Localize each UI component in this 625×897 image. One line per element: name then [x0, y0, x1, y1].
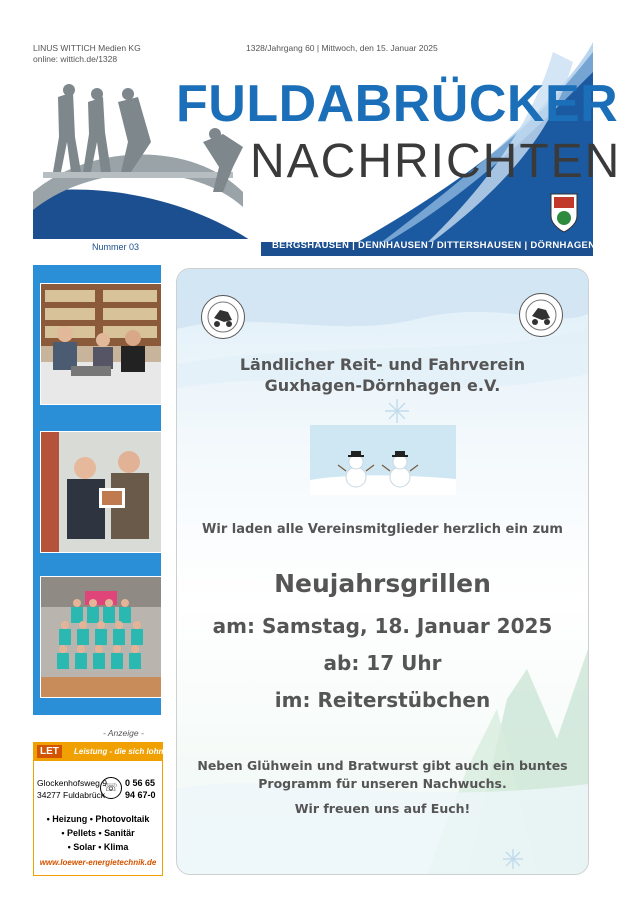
photo-volleyball-team [40, 576, 162, 698]
issue-info: 1328/Jahrgang 60 | Mittwoch, den 15. Januar 2025 [246, 43, 438, 53]
ad-label: - Anzeige - [103, 728, 144, 738]
event-time: ab: 17 Uhr [323, 651, 442, 675]
ad-street: Glockenhofsweg 9 [37, 778, 107, 788]
masthead-title-line1: FULDABRÜCKER [176, 75, 619, 133]
club-logo-left [201, 295, 245, 339]
masthead-title-line2: NACHRICHTEN [250, 135, 622, 188]
ad-website-link[interactable]: www.loewer-energietechnik.de [39, 858, 157, 867]
ad-logo: LET [37, 745, 62, 758]
issue-number-bar [33, 239, 261, 256]
ad-address [37, 777, 107, 801]
photo-book-handover [40, 431, 162, 553]
publisher-name: LINUS WITTICH Medien KG [33, 43, 141, 53]
ad-service-1: • Heizung • Photovoltaik [46, 814, 150, 824]
ad-service-2: • Pellets • Sanitär [61, 828, 135, 838]
phone-icon: ☏ [100, 777, 122, 799]
ad-city: 34277 Fuldabrück [37, 790, 106, 800]
district-list: BERGSHAUSEN | DENNHAUSEN / DITTERSHAUSEN | DÖRNHAGEN [272, 240, 596, 251]
note-line1: Neben Glühwein und Bratwurst gibt auch ein buntes [197, 758, 568, 773]
photo-library-group [40, 283, 162, 405]
ad-phone-line2: 94 67-0 [125, 790, 156, 800]
closing-line: Wir freuen uns auf Euch! [294, 801, 471, 816]
ad-service-3: • Solar • Klima [67, 842, 129, 852]
invite-text: Wir laden alle Vereinsmitglieder herzlich ein zum [202, 522, 563, 537]
invitation-card [176, 268, 589, 875]
publisher-url: online: wittich.de/1328 [33, 54, 118, 64]
ad-box[interactable] [33, 742, 169, 876]
event-title: Neujahrsgrillen [274, 569, 491, 598]
ad-phone [125, 777, 156, 801]
snowmen-illustration [310, 425, 456, 495]
club-name-line1: Ländlicher Reit- und Fahrverein [239, 355, 526, 374]
note-line2: Programm für unseren Nachwuchs. [258, 776, 507, 791]
event-place: im: Reiterstübchen [274, 688, 491, 712]
ad-phone-line1: 0 56 65 [125, 778, 156, 788]
club-logo-right [519, 293, 563, 337]
club-name-line2: Guxhagen-Dörnhagen e.V. [264, 376, 501, 395]
issue-number: Nummer 03 [92, 242, 140, 252]
event-date: am: Samstag, 18. Januar 2025 [212, 614, 553, 638]
ad-slogan: Leistung - die sich lohnt! [74, 747, 169, 756]
